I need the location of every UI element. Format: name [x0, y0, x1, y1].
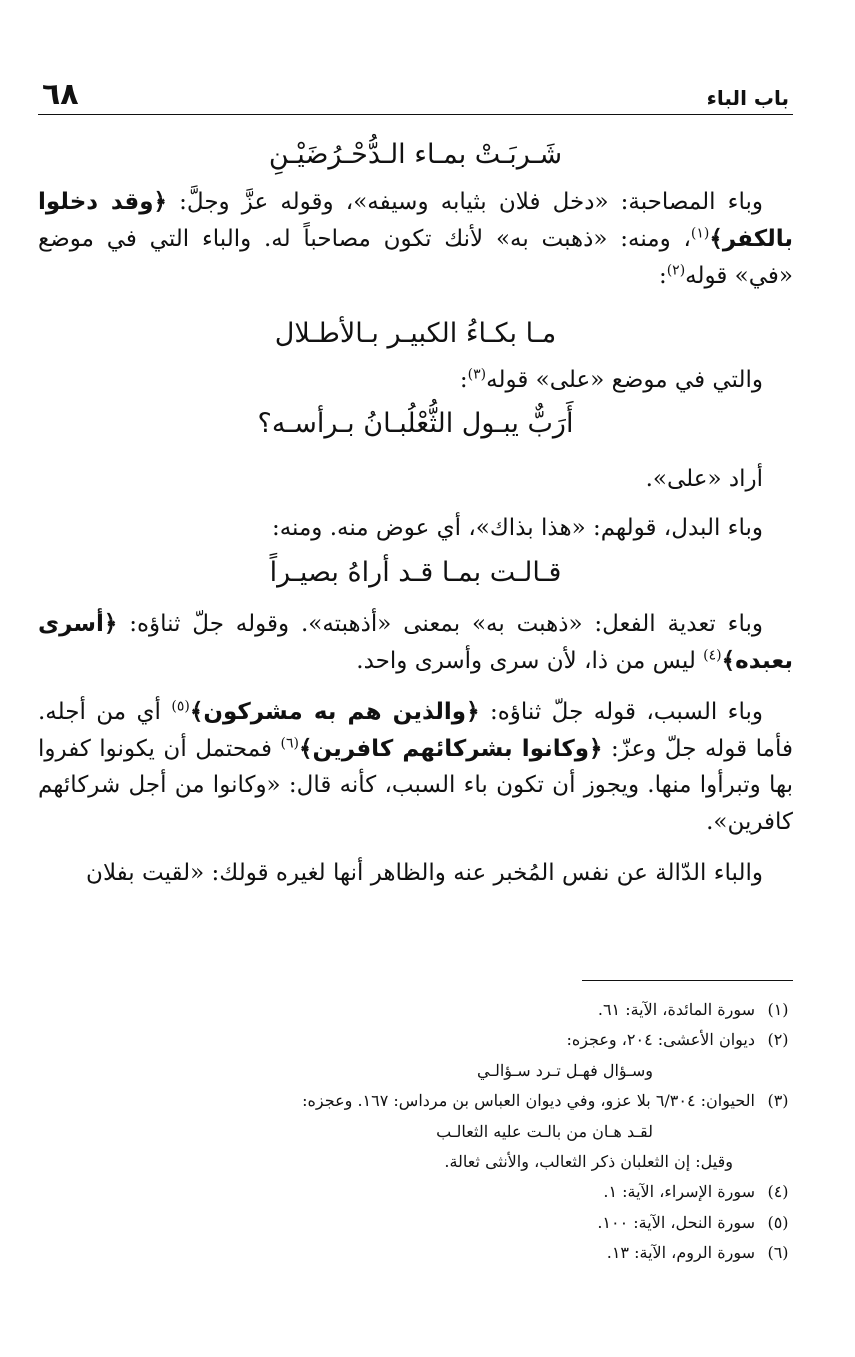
footnote-text: سورة النحل، الآية: ١٠٠.: [597, 1212, 755, 1232]
footnote-text: وقيل: إن الثعلبان ذكر الثعالب، والأنثى ثعالة.: [444, 1151, 733, 1171]
page-header: [38, 70, 793, 115]
paragraph-text: فمحتمل أن يكونوا كفروا بها وتبرأوا منها. ويجوز أن تكون باء السبب، كأنه قال: «وكانوا من أجل شركائهم كافرين».: [38, 735, 793, 836]
paragraph-cause: [38, 694, 793, 841]
footnote-number: (٦): [767, 1243, 789, 1263]
paragraph-indicative: والباء الدّالة عن نفس المُخبر عنه والظاهر أنها لغيره قولك: «لقيت بفلان: [86, 859, 763, 886]
paragraph-companionship: [38, 184, 793, 294]
footnote: [38, 1177, 793, 1207]
quran-quote: ﴿وكانوا بشركائهم كافرين﴾: [299, 735, 603, 762]
footnote: [38, 1117, 793, 1147]
footnote-text: سورة الإسراء، الآية: ١.: [603, 1182, 755, 1202]
verse-3: أَرَبٌّ يبـول الثُّعْلُبـانُ بـرأسـه؟: [257, 408, 574, 440]
footnote: [38, 1147, 793, 1177]
paragraph-text: أي من أجله. فأما قوله جلّ وعزّ:: [38, 698, 793, 762]
footnote-ref: (٥): [171, 698, 190, 715]
paragraph-text: ، ومنه: «ذهبت به» لأنك تكون مصاحباً له. والباء التي في موضع «في» قوله: [38, 225, 793, 289]
paragraph-text: :: [658, 262, 667, 289]
paragraph-transitivity: [38, 606, 793, 680]
footnote-ref: (١): [690, 225, 710, 242]
footnote-number: (٣): [767, 1091, 789, 1111]
footnote-text: لقـد هـان من بالـت عليه الثعالـب: [436, 1121, 653, 1141]
footnote: [38, 1086, 793, 1116]
footnotes: [38, 995, 793, 1269]
verse-2: مـا بكـاءُ الكبيـر بـالأطـلال: [274, 318, 557, 350]
footnote-number: (٥): [767, 1212, 789, 1232]
footnote-ref: (٣): [467, 365, 487, 382]
footnote-ref: (٤): [703, 647, 722, 664]
paragraph-substitution: وباء البدل، قولهم: «هذا بذاك»، أي عوض منه. ومنه:: [271, 515, 763, 542]
footnote-text: سورة المائدة، الآية: ٦١.: [597, 1000, 755, 1019]
footnote: [38, 1025, 793, 1055]
footnote-text: سورة الروم، الآية: ١٣.: [606, 1243, 755, 1263]
verse-4: قـالـت بمـا قـد أراهُ بصيـراً: [269, 557, 562, 589]
quran-quote: ﴿وقد دخلوا بالكفر﴾: [38, 189, 793, 252]
paragraph-text: وباء السبب، قوله جلّ ثناؤه:: [479, 698, 764, 725]
footnote-text: وسـؤال فهـل تـرد سـؤالـي: [476, 1060, 653, 1080]
footnote: [38, 1208, 793, 1238]
paragraph-text: ليس من ذا، لأن سرى وأسرى واحد.: [356, 647, 704, 674]
paragraph-text: وباء تعدية الفعل: «ذهبت به» بمعنى «أذهبته». وقوله جلّ ثناؤه:: [117, 611, 763, 638]
footnote-number: (١): [767, 1000, 789, 1019]
chapter-title: باب الباء: [706, 86, 789, 110]
footnote-ref: (٦): [280, 734, 299, 751]
footnote-text: ديوان الأعشى: ٢٠٤، وعجزه:: [566, 1030, 755, 1050]
footnote-text: الحيوان: ٦/٣٠٤ بلا عزو، وفي ديوان العباس بن مرداس: ١٦٧. وعجزه:: [302, 1091, 755, 1111]
paragraph-arada: أراد «على».: [645, 466, 763, 493]
paragraph-ala: [38, 362, 793, 399]
footnote-divider: [582, 980, 793, 981]
verse-1: شَـربَـتْ بمـاء الـدُّحْـرُضَيْـنِ: [268, 139, 563, 170]
page-body: [38, 70, 793, 892]
footnote: [38, 1238, 793, 1268]
paragraph-text: :: [459, 366, 468, 393]
paragraph-text: والتي في موضع «على» قوله: [486, 366, 763, 393]
footnote-ref: (٢): [666, 262, 686, 279]
footnote: [38, 995, 793, 1025]
quran-quote: ﴿والذين هم به مشركون﴾: [189, 698, 480, 725]
footnote-number: (٤): [767, 1182, 789, 1202]
footnote-number: (٢): [767, 1030, 789, 1050]
quran-quote: ﴿أسرى بعبده﴾: [38, 611, 793, 674]
paragraph-text: وباء المصاحبة: «دخل فلان بثيابه وسيفه»، وقوله عزَّ وجلَّ:: [167, 189, 764, 216]
footnote: [38, 1056, 793, 1086]
page-number: ٦٨: [42, 77, 79, 112]
